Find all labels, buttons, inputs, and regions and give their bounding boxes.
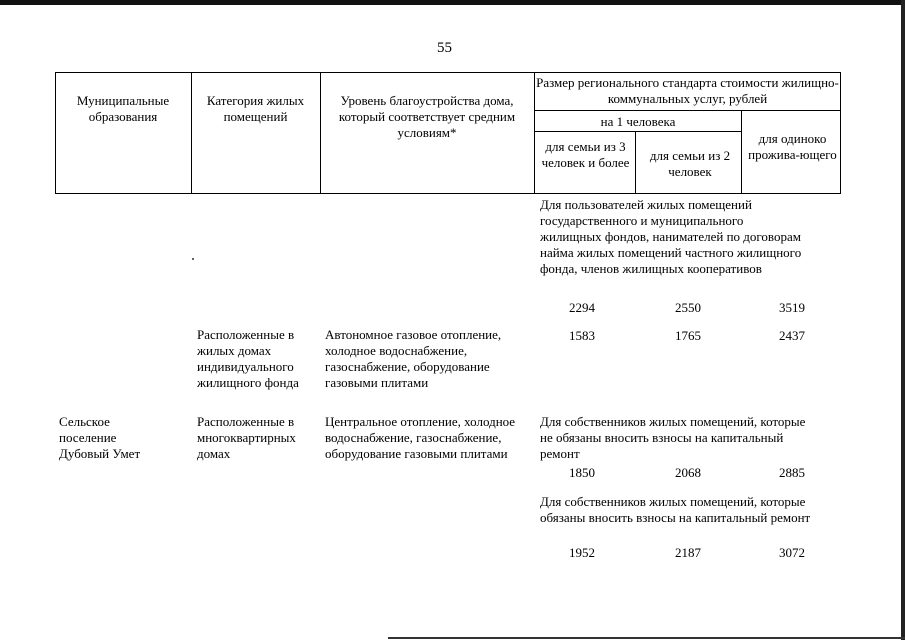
row-multi-level: Центральное отопление, холодное водоснабжение, газоснабжение, оборудование газовыми плитами <box>325 414 516 461</box>
group1-note: Для пользователей жилых помещений государственного и муниципального жилищных фондов, нанимателей по договорам найма жилых помещений частного жилищного фонда, членов жилищных кооперативов <box>540 197 802 276</box>
header-municipality: Муниципальные образования <box>76 93 170 124</box>
group2-value-family2: 2068 <box>675 465 701 480</box>
page-number: 55 <box>437 40 452 56</box>
group2-note: Для собственников жилых помещений, которые не обязаны вносить взносы на капитальный ремонт <box>540 414 806 461</box>
header-per-person: на 1 человека <box>600 114 676 129</box>
group3-value-single: 3072 <box>779 545 805 560</box>
header-standard-size: Размер регионального стандарта стоимости жилищно-коммунальных услуг, рублей <box>536 75 839 106</box>
row-individual-category: Расположенные в жилых домах индивидуального жилищного фонда <box>197 327 299 390</box>
group3-note: Для собственников жилых помещений, которые обязаны вносить взносы на капитальный ремонт <box>540 494 811 525</box>
group2-value-single: 2885 <box>779 465 805 480</box>
group3-value-family2: 2187 <box>675 545 701 560</box>
row-individual-value-family2: 1765 <box>675 328 701 343</box>
row-individual-value-single: 2437 <box>779 328 805 343</box>
header-family-3: для семьи из 3 человек и более <box>541 139 630 170</box>
row-individual-level: Автономное газовое отопление, холодное водоснабжение, газоснабжение, оборудование газовыми плитами <box>325 327 502 390</box>
scan-bottom-line <box>388 637 905 639</box>
group1-value-family2: 2550 <box>675 300 701 315</box>
header-improvement-level: Уровень благоустройства дома, который соответствует средним условиям* <box>338 93 516 140</box>
group3-value-family3: 1952 <box>569 545 595 560</box>
row-multi-category: Расположенные в многоквартирных домах <box>197 414 296 461</box>
header-housing-category: Категория жилых помещений <box>206 93 305 124</box>
header-family-2: для семьи из 2 человек <box>649 148 731 179</box>
group1-value-family3: 2294 <box>569 300 595 315</box>
group1-value-single: 3519 <box>779 300 805 315</box>
municipality-name: Сельское поселение Дубовый Умет <box>59 414 141 461</box>
row-individual-value-family3: 1583 <box>569 328 595 343</box>
header-single: для одиноко прожива-ющего <box>748 131 837 162</box>
scan-top-border <box>0 0 905 5</box>
group2-value-family3: 1850 <box>569 465 595 480</box>
scan-speck <box>192 258 194 260</box>
scan-right-border <box>901 0 905 640</box>
